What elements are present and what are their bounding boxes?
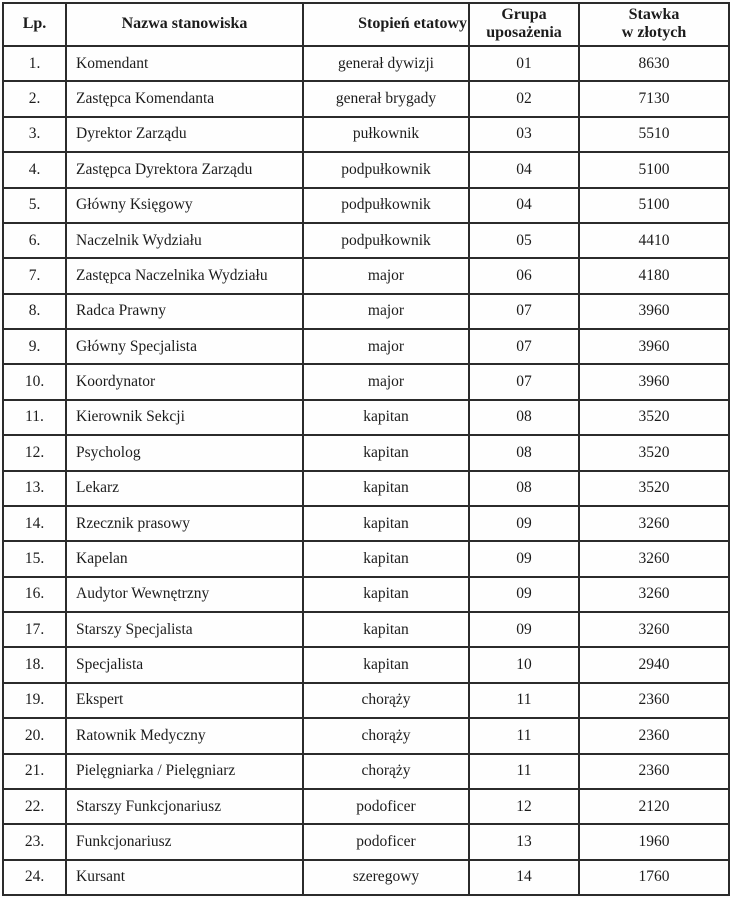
cell-grupa-uposazenia: 07 <box>469 329 579 364</box>
cell-lp: 9. <box>3 329 66 364</box>
column-header-stopien-etatowy: Stopień etatowy <box>303 3 469 46</box>
cell-stawka: 3260 <box>579 612 729 647</box>
cell-stopien-etatowy: podpułkownik <box>303 188 469 223</box>
cell-nazwa-stanowiska: Funkcjonariusz <box>66 824 303 859</box>
cell-grupa-uposazenia: 04 <box>469 188 579 223</box>
cell-lp: 7. <box>3 258 66 293</box>
cell-stawka: 5510 <box>579 117 729 152</box>
cell-nazwa-stanowiska: Psycholog <box>66 435 303 470</box>
cell-nazwa-stanowiska: Starszy Specjalista <box>66 612 303 647</box>
cell-grupa-uposazenia: 09 <box>469 577 579 612</box>
cell-stawka: 2360 <box>579 718 729 753</box>
table-row <box>3 188 729 223</box>
table-row <box>3 541 729 576</box>
cell-stawka: 4410 <box>579 223 729 258</box>
table-row <box>3 789 729 824</box>
table-row <box>3 81 729 116</box>
cell-grupa-uposazenia: 01 <box>469 46 579 81</box>
cell-nazwa-stanowiska: Pielęgniarka / Pielęgniarz <box>66 754 303 789</box>
table-row <box>3 435 729 470</box>
cell-lp: 15. <box>3 541 66 576</box>
cell-grupa-uposazenia: 09 <box>469 506 579 541</box>
cell-grupa-uposazenia: 07 <box>469 364 579 399</box>
cell-nazwa-stanowiska: Zastępca Dyrektora Zarządu <box>66 152 303 187</box>
cell-grupa-uposazenia: 07 <box>469 294 579 329</box>
column-header-grupa-uposazenia <box>469 3 579 46</box>
cell-nazwa-stanowiska: Kierownik Sekcji <box>66 400 303 435</box>
cell-grupa-uposazenia: 05 <box>469 223 579 258</box>
cell-grupa-uposazenia: 08 <box>469 435 579 470</box>
cell-nazwa-stanowiska: Komendant <box>66 46 303 81</box>
cell-lp: 23. <box>3 824 66 859</box>
table-header <box>3 3 729 46</box>
cell-lp: 19. <box>3 683 66 718</box>
header-stawka-line1: Stawka <box>628 6 680 24</box>
cell-lp: 12. <box>3 435 66 470</box>
cell-stawka: 2360 <box>579 683 729 718</box>
cell-lp: 16. <box>3 577 66 612</box>
cell-lp: 10. <box>3 364 66 399</box>
cell-nazwa-stanowiska: Ratownik Medyczny <box>66 718 303 753</box>
cell-stawka: 5100 <box>579 152 729 187</box>
cell-grupa-uposazenia: 06 <box>469 258 579 293</box>
header-grupa-line2: uposażenia <box>486 24 562 41</box>
cell-grupa-uposazenia: 12 <box>469 789 579 824</box>
cell-stawka: 3260 <box>579 541 729 576</box>
cell-lp: 22. <box>3 789 66 824</box>
cell-stopien-etatowy: major <box>303 258 469 293</box>
cell-lp: 20. <box>3 718 66 753</box>
cell-stopien-etatowy: podoficer <box>303 824 469 859</box>
cell-grupa-uposazenia: 13 <box>469 824 579 859</box>
cell-stopien-etatowy: kapitan <box>303 471 469 506</box>
cell-stopien-etatowy: pułkownik <box>303 117 469 152</box>
table-row <box>3 471 729 506</box>
cell-stopien-etatowy: kapitan <box>303 541 469 576</box>
column-header-stawka-w-zlotych <box>579 3 729 46</box>
cell-stopien-etatowy: podoficer <box>303 789 469 824</box>
cell-stopien-etatowy: chorąży <box>303 754 469 789</box>
table-row <box>3 506 729 541</box>
cell-nazwa-stanowiska: Naczelnik Wydziału <box>66 223 303 258</box>
cell-lp: 8. <box>3 294 66 329</box>
cell-grupa-uposazenia: 03 <box>469 117 579 152</box>
table-row <box>3 577 729 612</box>
cell-lp: 2. <box>3 81 66 116</box>
cell-stawka: 5100 <box>579 188 729 223</box>
cell-stawka: 8630 <box>579 46 729 81</box>
cell-grupa-uposazenia: 11 <box>469 683 579 718</box>
table-row <box>3 718 729 753</box>
cell-nazwa-stanowiska: Radca Prawny <box>66 294 303 329</box>
table-row <box>3 152 729 187</box>
cell-stawka: 3260 <box>579 506 729 541</box>
cell-stopien-etatowy: kapitan <box>303 612 469 647</box>
table-row <box>3 329 729 364</box>
cell-grupa-uposazenia: 08 <box>469 471 579 506</box>
cell-nazwa-stanowiska: Zastępca Naczelnika Wydziału <box>66 258 303 293</box>
table-row <box>3 364 729 399</box>
cell-stawka: 1960 <box>579 824 729 859</box>
cell-lp: 14. <box>3 506 66 541</box>
table-row <box>3 46 729 81</box>
cell-grupa-uposazenia: 11 <box>469 754 579 789</box>
cell-nazwa-stanowiska: Zastępca Komendanta <box>66 81 303 116</box>
cell-stawka: 3960 <box>579 329 729 364</box>
cell-nazwa-stanowiska: Kapelan <box>66 541 303 576</box>
cell-stopien-etatowy: major <box>303 364 469 399</box>
cell-grupa-uposazenia: 14 <box>469 860 579 895</box>
cell-grupa-uposazenia: 11 <box>469 718 579 753</box>
cell-lp: 13. <box>3 471 66 506</box>
cell-grupa-uposazenia: 09 <box>469 541 579 576</box>
cell-lp: 6. <box>3 223 66 258</box>
table-body <box>3 46 729 895</box>
header-stawka-line2: w złotych <box>621 24 687 41</box>
cell-lp: 11. <box>3 400 66 435</box>
cell-nazwa-stanowiska: Koordynator <box>66 364 303 399</box>
cell-stopien-etatowy: chorąży <box>303 683 469 718</box>
cell-stopien-etatowy: szeregowy <box>303 860 469 895</box>
cell-lp: 24. <box>3 860 66 895</box>
cell-stawka: 4180 <box>579 258 729 293</box>
cell-lp: 21. <box>3 754 66 789</box>
table-row <box>3 647 729 682</box>
cell-stopien-etatowy: kapitan <box>303 647 469 682</box>
cell-stawka: 7130 <box>579 81 729 116</box>
cell-stopien-etatowy: kapitan <box>303 577 469 612</box>
cell-lp: 3. <box>3 117 66 152</box>
cell-stopien-etatowy: generał dywizji <box>303 46 469 81</box>
cell-stawka: 1760 <box>579 860 729 895</box>
cell-nazwa-stanowiska: Dyrektor Zarządu <box>66 117 303 152</box>
cell-nazwa-stanowiska: Kursant <box>66 860 303 895</box>
cell-stopien-etatowy: chorąży <box>303 718 469 753</box>
cell-grupa-uposazenia: 08 <box>469 400 579 435</box>
table-row <box>3 683 729 718</box>
cell-grupa-uposazenia: 09 <box>469 612 579 647</box>
cell-stopien-etatowy: major <box>303 294 469 329</box>
table-row <box>3 824 729 859</box>
cell-nazwa-stanowiska: Rzecznik prasowy <box>66 506 303 541</box>
table-row <box>3 258 729 293</box>
header-grupa-line1: Grupa <box>501 6 547 24</box>
cell-grupa-uposazenia: 02 <box>469 81 579 116</box>
table-row <box>3 400 729 435</box>
cell-nazwa-stanowiska: Główny Księgowy <box>66 188 303 223</box>
cell-lp: 5. <box>3 188 66 223</box>
cell-grupa-uposazenia: 04 <box>469 152 579 187</box>
cell-grupa-uposazenia: 10 <box>469 647 579 682</box>
table-row <box>3 612 729 647</box>
cell-stawka: 3520 <box>579 435 729 470</box>
cell-stopien-etatowy: generał brygady <box>303 81 469 116</box>
cell-stopien-etatowy: podpułkownik <box>303 152 469 187</box>
cell-lp: 17. <box>3 612 66 647</box>
cell-nazwa-stanowiska: Lekarz <box>66 471 303 506</box>
cell-nazwa-stanowiska: Główny Specjalista <box>66 329 303 364</box>
salary-table <box>2 2 730 896</box>
column-header-lp: Lp. <box>3 3 66 46</box>
cell-stawka: 3260 <box>579 577 729 612</box>
cell-nazwa-stanowiska: Ekspert <box>66 683 303 718</box>
column-header-nazwa-stanowiska: Nazwa stanowiska <box>66 3 303 46</box>
cell-stopien-etatowy: podpułkownik <box>303 223 469 258</box>
cell-stopien-etatowy: major <box>303 329 469 364</box>
cell-nazwa-stanowiska: Specjalista <box>66 647 303 682</box>
cell-nazwa-stanowiska: Audytor Wewnętrzny <box>66 577 303 612</box>
cell-stopien-etatowy: kapitan <box>303 400 469 435</box>
cell-nazwa-stanowiska: Starszy Funkcjonariusz <box>66 789 303 824</box>
cell-stopien-etatowy: kapitan <box>303 435 469 470</box>
cell-stopien-etatowy: kapitan <box>303 506 469 541</box>
table-row <box>3 294 729 329</box>
header-row <box>3 3 729 46</box>
table-row <box>3 117 729 152</box>
cell-stawka: 3520 <box>579 471 729 506</box>
cell-stawka: 3960 <box>579 364 729 399</box>
cell-stawka: 2360 <box>579 754 729 789</box>
cell-lp: 4. <box>3 152 66 187</box>
cell-stawka: 2120 <box>579 789 729 824</box>
cell-stawka: 3520 <box>579 400 729 435</box>
cell-stawka: 3960 <box>579 294 729 329</box>
cell-lp: 1. <box>3 46 66 81</box>
table-row <box>3 754 729 789</box>
table-row <box>3 860 729 895</box>
cell-stawka: 2940 <box>579 647 729 682</box>
table-row <box>3 223 729 258</box>
cell-lp: 18. <box>3 647 66 682</box>
